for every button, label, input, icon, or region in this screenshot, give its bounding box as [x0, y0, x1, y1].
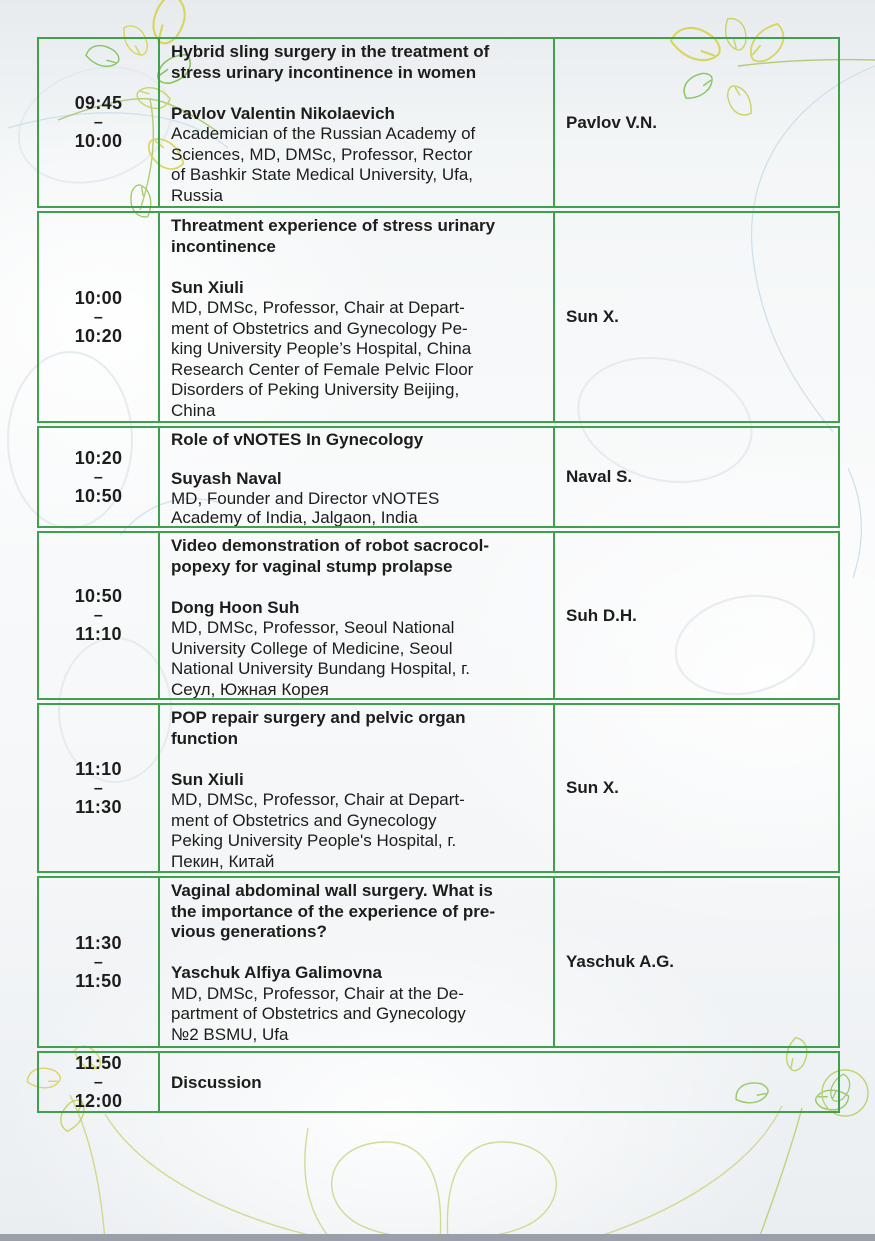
- time-separator: –: [93, 779, 104, 797]
- session-title: Hybrid sling surgery in the treatment of stress urinary incontinence in women: [171, 42, 490, 82]
- time-end: 12:00: [74, 1090, 123, 1111]
- time-end: 10:50: [74, 485, 123, 506]
- session-title: POP repair surgery and pelvic organ function: [171, 708, 466, 748]
- speaker-cell: [555, 428, 838, 526]
- time-start: 10:50: [74, 586, 123, 606]
- schedule-table: [37, 37, 840, 1116]
- schedule-row-3: [37, 426, 840, 528]
- time-cell: [39, 878, 158, 1046]
- speaker-affiliation: MD, DMSc, Professor, Chair at the De- partment of Obstetrics and Gynecology №2 BSMU, Ufa: [171, 983, 466, 1044]
- topic-cell: [158, 213, 555, 421]
- time-separator: –: [93, 607, 104, 624]
- session-title: Threatment experience of stress urinary incontinence: [171, 216, 496, 256]
- speaker-short-name: Yaschuk A.G.: [566, 952, 675, 971]
- speaker-short-name: Suh D.H.: [566, 605, 637, 625]
- schedule-row-2: [37, 211, 840, 423]
- schedule-row-1: [37, 37, 840, 208]
- topic-cell: [158, 878, 555, 1046]
- schedule-row-6: [37, 876, 840, 1048]
- speaker-name: Suyash Naval: [171, 469, 282, 488]
- topic-cell: [158, 428, 555, 526]
- speaker-cell: [555, 213, 838, 421]
- schedule-row-5: [37, 703, 840, 873]
- speaker-cell: [555, 533, 838, 698]
- time-end: 11:10: [75, 624, 122, 644]
- speaker-affiliation: MD, DMSc, Professor, Seoul National University College of Medicine, Seoul National University Bundang Hospital, г. Сеул, Южная Корея: [171, 618, 470, 699]
- speaker-name: Dong Hoon Suh: [171, 597, 300, 617]
- topic-cell: [158, 533, 555, 698]
- session-title: Video demonstration of robot sacrocol- popexy for vaginal stump prolapse: [171, 536, 489, 576]
- flourish-bottom-icon: [105, 1106, 782, 1241]
- time-start: 09:45: [74, 93, 123, 113]
- time-end: 10:20: [74, 325, 123, 346]
- time-separator: –: [93, 114, 104, 131]
- speaker-cell: [555, 878, 838, 1046]
- time-cell: [39, 428, 158, 526]
- time-end: 11:30: [75, 796, 122, 817]
- speaker-short-name: Sun X.: [566, 778, 619, 797]
- time-cell: [39, 213, 158, 421]
- speaker-short-name: Sun X.: [566, 307, 619, 326]
- time-end: 11:50: [75, 970, 122, 991]
- speaker-name: Sun Xiuli: [171, 769, 244, 789]
- speaker-affiliation: Academician of the Russian Academy of Sciences, MD, DMSc, Professor, Rector of Bashkir State Medical University, Ufa, Russia: [171, 124, 476, 205]
- time-start: 10:20: [74, 447, 123, 468]
- schedule-row-4: [37, 531, 840, 700]
- time-start: 11:10: [75, 758, 122, 779]
- speaker-affiliation: MD, DMSc, Professor, Chair at Depart- ment of Obstetrics and Gynecology Peking University People's Hospital, г. Пекин, Китай: [171, 790, 465, 871]
- time-cell: [39, 533, 158, 698]
- schedule-row-7: [37, 1051, 840, 1113]
- time-cell: [39, 705, 158, 871]
- session-title: Role of vNOTES In Gynecology: [171, 430, 424, 449]
- time-start: 10:00: [74, 287, 123, 308]
- speaker-short-name: Naval S.: [566, 467, 633, 486]
- time-start: 11:30: [75, 932, 122, 953]
- discussion-label: Discussion: [171, 1073, 262, 1093]
- time-separator: –: [93, 468, 104, 486]
- speaker-affiliation: MD, DMSc, Professor, Chair at Depart- ment of Obstetrics and Gynecology Pe- king University People’s Hospital, China Research Center of Female Pelvic Floor Disorders of Peking University Beijing, China: [171, 298, 474, 420]
- speaker-name: Sun Xiuli: [171, 277, 244, 297]
- time-end: 10:00: [74, 131, 123, 151]
- speaker-cell: [555, 705, 838, 871]
- speaker-name: Yaschuk Alfiya Galimovna: [171, 963, 383, 982]
- time-start: 11:50: [75, 1052, 122, 1073]
- speaker-cell: [555, 39, 838, 206]
- speaker-name: Pavlov Valentin Nikolaevich: [171, 103, 395, 123]
- time-cell: [39, 39, 158, 206]
- time-separator: –: [93, 1073, 104, 1091]
- time-separator: –: [93, 953, 104, 971]
- time-cell: [39, 1053, 158, 1111]
- topic-cell: [158, 1053, 838, 1111]
- speaker-short-name: Pavlov V.N.: [566, 112, 658, 132]
- page-bottom-bar: [0, 1234, 875, 1241]
- topic-cell: [158, 705, 555, 871]
- time-separator: –: [93, 308, 104, 326]
- session-title: Vaginal abdominal wall surgery. What is the importance of the experience of pre- vious generations?: [171, 881, 496, 941]
- speaker-affiliation: MD, Founder and Director vNOTES Academy of India, Jalgaon, India: [171, 488, 440, 527]
- topic-cell: [158, 39, 555, 206]
